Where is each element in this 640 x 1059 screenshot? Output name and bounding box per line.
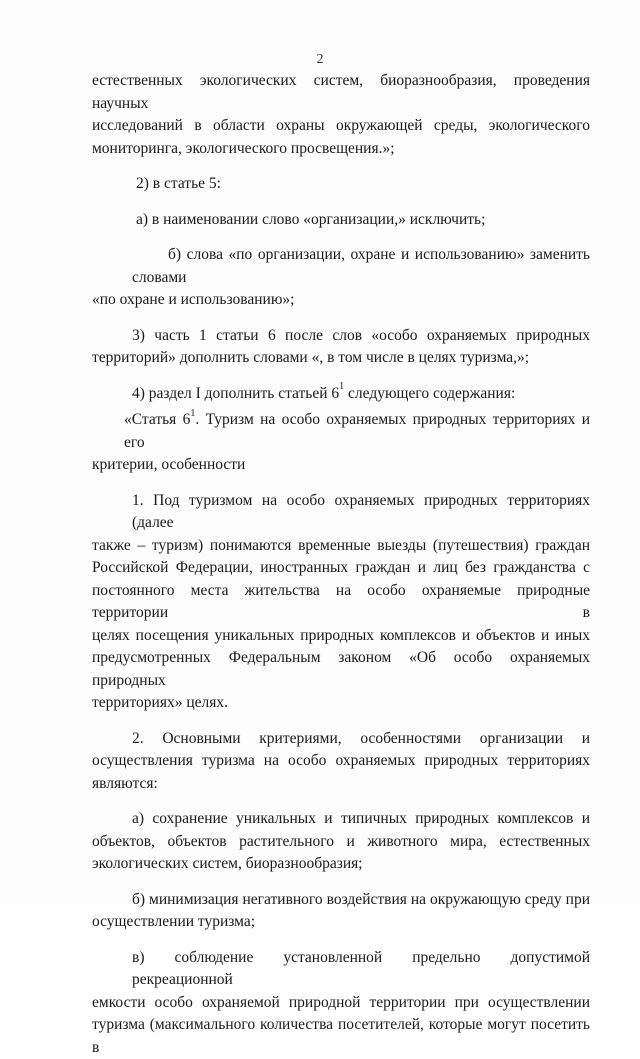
text-line: являются: xyxy=(92,775,158,792)
text-line: Российской Федерации, иностранных граждан и лиц без гражданства с xyxy=(92,557,590,580)
text-line: б) слова «по организации, охране и использованию» заменить словами xyxy=(92,244,590,289)
text-line: экологических систем, биоразнообразия; xyxy=(92,855,363,872)
page-number: 2 xyxy=(0,52,640,68)
paragraph-item-2b xyxy=(92,244,590,312)
text-line: емкости особо охраняемой природной территории при осуществлении xyxy=(92,992,590,1015)
text-line: 2) в статье 5: xyxy=(136,175,221,192)
paragraph-continuation xyxy=(92,70,590,160)
paragraph-clause-2v xyxy=(92,947,590,1059)
text-line: в) соблюдение установленной предельно допустимой рекреационной xyxy=(92,947,590,992)
text-line: туризма (максимального количества посетителей, которые могут посетить в xyxy=(92,1014,590,1059)
text-line: б) минимизация негативного воздействия на окружающую среду при xyxy=(92,889,590,912)
superscript: 1 xyxy=(339,381,344,392)
text-fragment: «Статья 6 xyxy=(124,411,190,428)
text-line: естественных экологических систем, биоразнообразия, проведения научных xyxy=(92,70,590,115)
text-line: 3) часть 1 статьи 6 после слов «особо охраняемых природных xyxy=(92,325,590,348)
text-line: объектов, объектов растительного и животного мира, естественных xyxy=(92,831,590,854)
heading-line xyxy=(92,409,590,454)
text-line: а) сохранение уникальных и типичных природных комплексов и xyxy=(92,808,590,831)
text-line: постоянного места жительства на особо охраняемые природные территории в xyxy=(92,580,590,625)
document-body xyxy=(92,70,590,1059)
paragraph-clause-2b xyxy=(92,889,590,934)
text-line: территорий» дополнить словами «, в том числе в целях туризма,»; xyxy=(92,349,529,366)
text-fragment: следующего содержания: xyxy=(344,385,515,402)
text-line: осуществлении туризма; xyxy=(92,913,255,930)
text-line: осуществления туризма на особо охраняемых природных территориях xyxy=(92,750,590,773)
text-line: также – туризм) понимаются временные выезды (путешествия) граждан xyxy=(92,535,590,558)
paragraph-clause-2 xyxy=(92,728,590,796)
paragraph-item-2a xyxy=(92,209,590,232)
superscript: 1 xyxy=(190,408,195,419)
text-line: исследований в области охраны окружающей среды, экологического xyxy=(92,115,590,138)
text-line: критерии, особенности xyxy=(92,456,245,473)
text-line: территориях» целях. xyxy=(92,694,228,711)
text-line: «по охране и использованию»; xyxy=(92,291,294,308)
text-fragment: 4) раздел I дополнить статьей 6 xyxy=(132,385,339,402)
article-heading xyxy=(92,409,590,477)
paragraph-item-4 xyxy=(92,383,590,406)
text-line: мониторинга, экологического просвещения.»; xyxy=(92,140,395,157)
paragraph-clause-1 xyxy=(92,490,590,715)
text-line: 1. Под туризмом на особо охраняемых природных территориях (далее xyxy=(92,490,590,535)
text-line: предусмотренных Федеральным законом «Об особо охраняемых природных xyxy=(92,647,590,692)
text-line: а) в наименовании слово «организации,» исключить; xyxy=(136,211,485,228)
paragraph-clause-2a xyxy=(92,808,590,876)
text-line: 2. Основными критериями, особенностями организации и xyxy=(92,728,590,751)
text-line: целях посещения уникальных природных комплексов и объектов и иных xyxy=(92,625,590,648)
text-fragment: . Туризм на особо охраняемых природных территориях и его xyxy=(124,411,590,451)
paragraph-item-3 xyxy=(92,325,590,370)
paragraph-item-2 xyxy=(92,173,590,196)
